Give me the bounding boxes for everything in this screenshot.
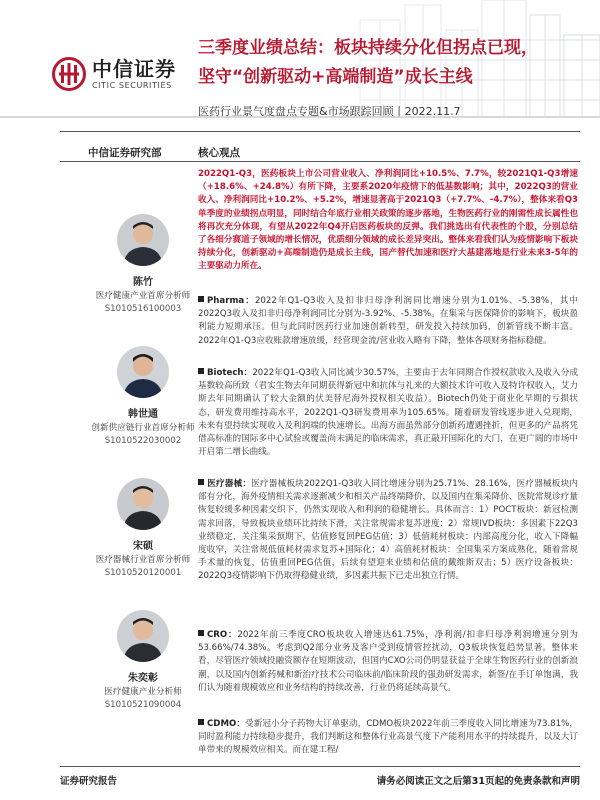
section-text: 2022年Q1-Q3收入同比减少30.57%，主要由于去年同期合作授权款收入及收入分成基数较高所致（君实生物去年同期获得新冠中和抗体与礼来的大额技术许可收入及特许权收入，艾力斯去年同期确认了较大金额的伏美替尼海外授权相关收益）。Biotech仍处于商业化早期的亏损状态，研发费用维持高水平，2022Q1-Q3研发费用率为105.65%。随着研发管线逐步进入兑现期，未来有望持续实现收入及利润端的快速增长。出海方面虽然部分创新药遭遇挫折，但更多的产品将凭借高标准的国际多中心试验或覆盖尚未满足的临床需求，真正敲开国际化的大门，在更广阔的市场中开启第二增长曲线。 bbox=[198, 368, 578, 458]
section-lead: CRO： bbox=[207, 630, 238, 640]
footer-report-type: 证券研究报告 bbox=[60, 776, 118, 787]
bullet-square-icon bbox=[198, 479, 204, 485]
analyst-name: 宋硕 bbox=[133, 541, 153, 552]
section-text: 医疗器械板块2022Q1-Q3收入同比增速分别为25.71%、28.16%，医疗器械板块内部有分化，海外疫情相关需求逐渐减少和相关产品终端降价，以及国内在集采降价、医院常规诊疗量恢复较缓多种因素交织下，仍然实现收入和利润的稳健增长。具体而言：1）POCT板块：新冠检测需求回落，导致板块业绩环比持续下滑，关注常规需求复苏进度；2）常规IVD板块：多因素下22Q3业绩稳定，关注集采预期下，估值修复回PEG估值；3）低值耗材板块：内部高度分化，收入下降幅度收窄，关注常规低值耗材需求复苏+国际化；4）高值耗材板块：全国集采方案成熟化，随着常规手术量的恢复，估值重回PEG估值，后续有望迎来业绩和估值的戴维斯双击；5）医疗设备板块：2022Q3疫情影响下仍取得稳健业绩，多因素共振下已走出独立行情。 bbox=[198, 479, 578, 582]
analyst-license-id: S1010522030002 bbox=[104, 436, 182, 446]
analyst-photo bbox=[117, 478, 169, 530]
analyst-title: 创新供应链行业首席分析师 bbox=[91, 423, 195, 433]
analyst-card bbox=[88, 214, 198, 316]
analyst-license-id: S1010516100003 bbox=[104, 304, 182, 314]
core-views-heading: 核心观点 bbox=[198, 147, 240, 159]
section-lead: Biotech： bbox=[207, 368, 253, 378]
section-text: 受新冠小分子药物大订单驱动，CDMO板块2022年前三季度收入同比增速为73.81%，同时盈利能力持续稳步提升，我们判断这和整体行业高景气度下产能利用水平的持续提升，以及大订单带来的规模效应相关。而在建工程/ bbox=[198, 719, 578, 756]
section-cro bbox=[198, 629, 578, 695]
bullet-square-icon bbox=[198, 296, 204, 302]
analyst-photo bbox=[117, 610, 169, 662]
section-cdmo bbox=[198, 718, 578, 758]
logo-chinese-name: 中信证券 bbox=[92, 56, 176, 81]
footer-divider bbox=[60, 766, 580, 767]
section-text: 2022年前三季度CRO板块收入增速达61.75%，净利润/扣非归母净利润增速分别为53.66%/74.38%。考虑到Q2部分业务及客户受到疫情管控扰动，Q3板块恢复趋势显著。整体来看，尽管医疗领域投融资额存在短期波动，但国内CXO公司仍明显获益于全球生物医药行业的创新浪潮，以及国内创新药械和新治疗技术公司临床前/临床阶段的强劲研发需求，新签/在手订单饱满，我们认为随着规模效应和业务结构的持续改善，行业仍将延续高景气。 bbox=[198, 630, 578, 693]
analyst-title: 医疗健康产业分析师 bbox=[104, 687, 182, 697]
analyst-photo bbox=[117, 346, 169, 398]
section-biotech bbox=[198, 367, 578, 459]
analyst-license-id: S1010521090004 bbox=[104, 700, 182, 710]
footer-disclaimer: 请务必阅读正文之后第31页起的免责条款和声明 bbox=[376, 776, 580, 787]
research-dept-label: 中信证券研究部 bbox=[88, 147, 162, 159]
bullet-square-icon bbox=[198, 630, 204, 636]
section-lead: Pharma： bbox=[207, 296, 255, 306]
title-line-1: 三季度业绩总结：板块持续分化但拐点已现， bbox=[198, 38, 538, 58]
analyst-title: 医疗健康产业首席分析师 bbox=[95, 291, 191, 301]
analyst-card bbox=[88, 346, 198, 448]
analyst-name: 陈竹 bbox=[133, 277, 153, 288]
analyst-name: 韩世通 bbox=[128, 409, 158, 420]
analyst-license-id: S1010520120001 bbox=[104, 568, 182, 578]
report-title bbox=[198, 34, 578, 92]
analyst-card bbox=[88, 610, 198, 712]
analyst-name: 朱奕彰 bbox=[128, 673, 158, 684]
logo-english-name: CITIC SECURITIES bbox=[92, 80, 172, 90]
section-pharma bbox=[198, 295, 578, 348]
section-divider bbox=[60, 161, 580, 162]
analyst-title: 医疗器械行业首席分析师 bbox=[95, 555, 191, 565]
analyst-photo bbox=[117, 214, 169, 266]
citic-securities-logo bbox=[52, 54, 202, 94]
citic-logo-icon bbox=[52, 57, 86, 91]
analyst-card bbox=[88, 478, 198, 580]
bullet-square-icon bbox=[198, 719, 204, 725]
section-medical-devices bbox=[198, 478, 578, 584]
top-divider bbox=[60, 131, 580, 132]
bullet-square-icon bbox=[198, 368, 204, 374]
section-lead: 医疗器械： bbox=[207, 479, 252, 489]
section-lead: CDMO： bbox=[207, 719, 246, 729]
report-subtitle: 医药行业景气度盘点专题&市场跟踪回顾丨2022.11.7 bbox=[198, 105, 461, 118]
section-text: 2022年Q1-Q3收入及扣非归母净利润同比增速分别为1.01%、-5.38%，其中2022Q3收入及扣非归母净利润同比分别为-3.92%、-5.38%。在集采与医保降价的影响下，板块盈利能力短期承压。但与此同时医药行业加速创新转型，研发投入持续加码，创新管线不断丰富。2022年Q1-Q3应收账款增速放缓，经营现金流/营业收入略有下降，整体各项财务指标稳健。 bbox=[198, 296, 579, 346]
core-summary: 2022Q1-Q3，医药板块上市公司营业收入、净利润同比+10.5%、7.7%，较2021Q1-Q3增速（+18.6%、+24.8%）有所下降，主要系2020年疫情下的低基数影响；其中，2022Q3的营业收入、净利润同比+10.2%、+5.2%，增速显著高于2021Q3（+7.7%、-4.7%），整体来看Q3单季度的业绩拐点明显，同时结合年底行业相关政策的逐步落地，生物医药行业的刚需性成长属性也将再次充分体现，有望从2022年Q4开启医药板块的反弹。我们挑选出有代表性的个股，分别总结了各细分赛道子领域的增长情况，优质细分领域的成长差异突出。整体来看我们认为疫情影响下板块持续分化，创新驱动+高端制造仍是成长主线，国产替代加速和医疗大基建落地是行业未来3-5年的主要驱动力所在。 bbox=[198, 169, 578, 272]
title-line-2: 坚守“创新驱动+高端制造”成长主线 bbox=[198, 67, 473, 87]
